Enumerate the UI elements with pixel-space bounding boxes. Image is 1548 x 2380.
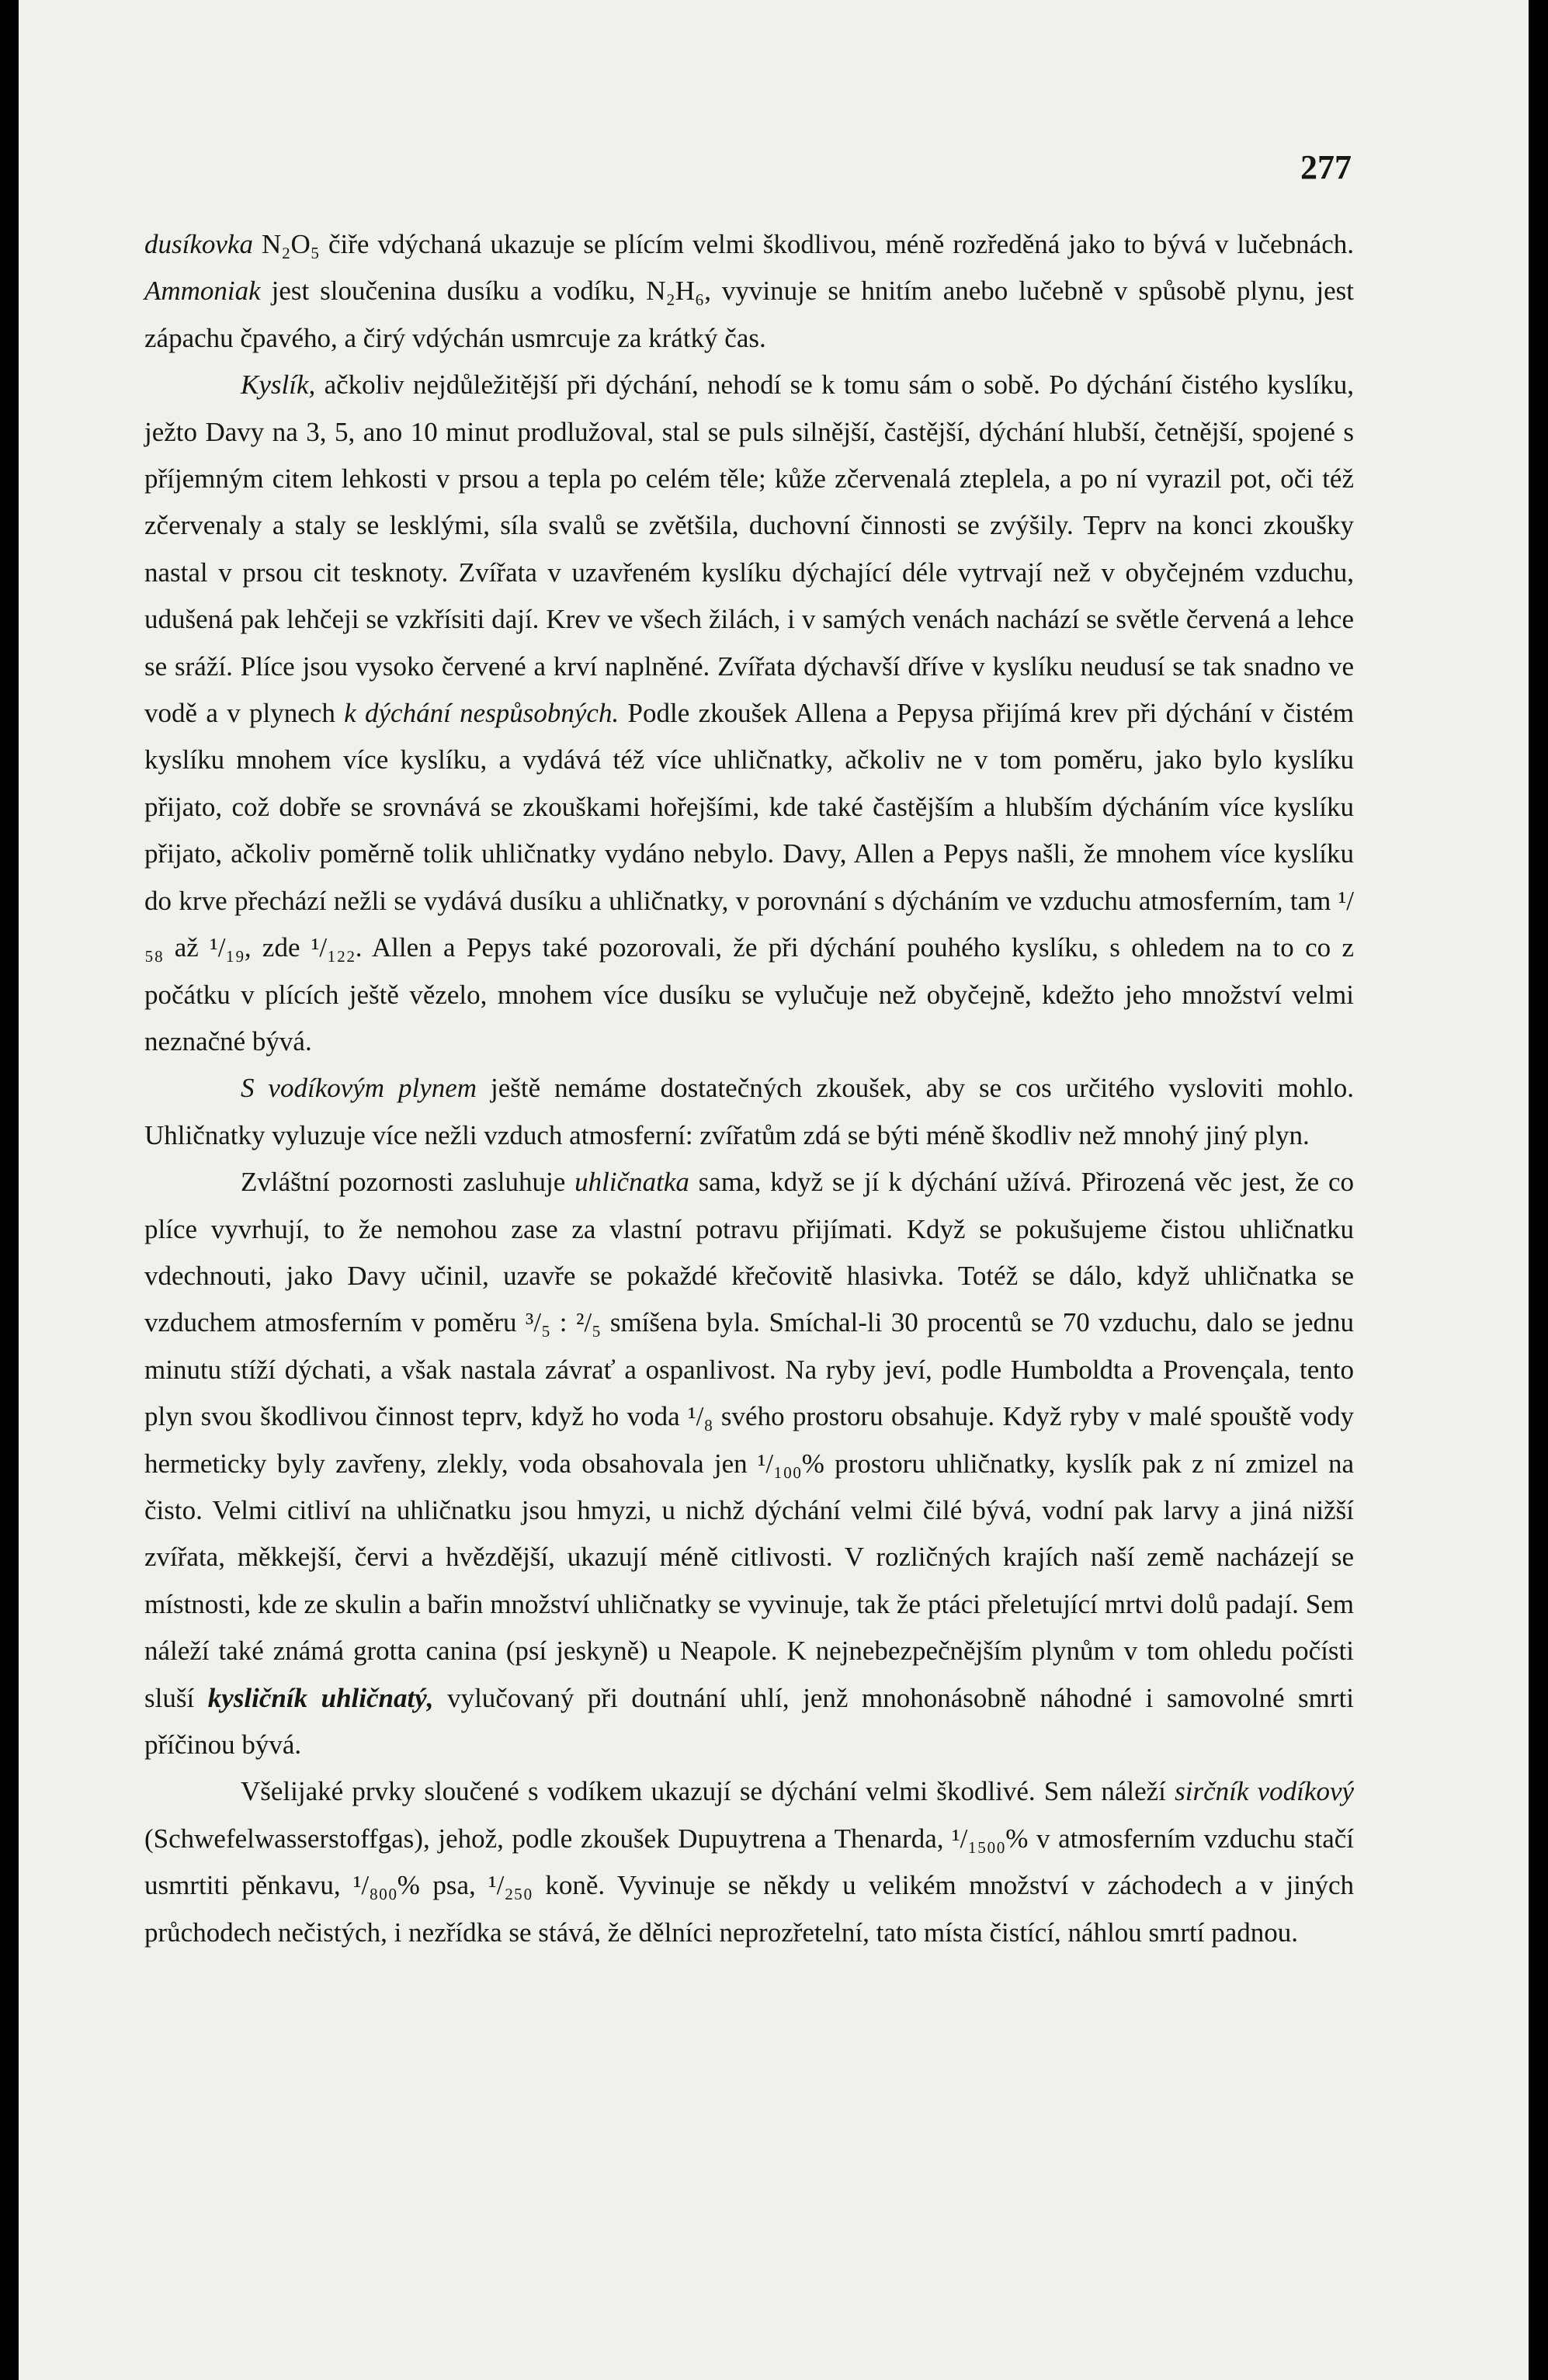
text-run: N₂O₅ čiře vdýchaná ukazuje se plícím velmi škodlivou, méně rozředěná jako to bývá v lučebnách. bbox=[252, 229, 1354, 259]
paragraph-1 bbox=[144, 221, 1354, 362]
italic-term: Ammoniak bbox=[144, 276, 261, 307]
paragraph-4 bbox=[144, 1159, 1354, 1768]
paragraph-5 bbox=[144, 1768, 1354, 1956]
text-run: Podle zkoušek Allena a Pepysa přijímá krev při dýchání v čistém kyslíku mnohem více kyslíku, a vydává též více uhličnatky, ačkoliv ne v tom poměru, jako bylo kyslíku přijato, což dobře se srovnává se zkouškami hořejšími, kde také častějším a hlubším dýcháním více kyslíku přijato, ačkoliv poměrně tolik uhličnatky vydáno nebylo. Davy, Allen a Pepys našli, že mnohem více kyslíku do krve přechází nežli se vydává dusíku a uhličnatky, v porovnání s dýcháním ve vzduchu atmosferním, tam ¹/₅₈ až ¹/₁₉, zde ¹/₁₂₂. Allen a Pepys také pozorovali, že při dýchání pouhého kyslíku, s ohledem na to co z počátku v plících ještě vězelo, mnohem více dusíku se vylučuje než obyčejně, kdežto jeho množství velmi neznačné bývá. bbox=[144, 698, 1354, 1056]
text-run: ještě nemáme dostatečných zkoušek, aby se cos určitého vysloviti mohlo. Uhličnatky vyluzuje více nežli vzduch atmosferní: zvířatům zdá se býti méně škodliv než mnohý jiný plyn. bbox=[144, 1073, 1354, 1150]
text-run: (Schwefelwasserstoffgas), jehož, podle zkoušek Dupuytrena a Thenarda, ¹/₁₅₀₀% v atmosferním vzduchu stačí usmrtiti pěnkavu, ¹/₈₀₀% psa, ¹/₂₅₀ koně. Vyvinuje se někdy u velikém množství v záchodech a v jiných průchodech nečistých, i nezřídka se stává, že dělníci neprozřetelní, tato místa čistící, náhlou smrtí padnou. bbox=[144, 1823, 1354, 1948]
text-run: ačkoliv nejdůležitější při dýchání, nehodí se k tomu sám o sobě. Po dýchání čistého kyslíku, ježto Davy na 3, 5, ano 10 minut prodlužoval, stal se puls silnější, častější, dýchání hlubší, četnější, spojené s příjemným citem lehkosti v prsou a tepla po celém těle; kůže zčervenalá zteplela, a po ní vyrazil pot, oči též zčervenaly a staly se lesklými, síla svalů se zvětšila, duchovní činnosti se zvýšily. Teprv na konci zkoušky nastal v prsou cit tesknoty. Zvířata v uzavřeném kyslíku dýchající déle vytrvají než v obyčejném vzduchu, udušená pak lehčeji se vzkřísiti dají. Krev ve všech žilách, i v samých venách nachází se světle červená a lehce se sráží. Plíce jsou vysoko červené a krví naplněné. Zvířata dýchavší dříve v kyslíku neudusí se tak snadno ve vodě a v plynech bbox=[144, 369, 1354, 729]
body-text bbox=[144, 221, 1354, 1956]
emphasized-term: kysličník uhličnatý, bbox=[207, 1682, 434, 1713]
page-number: 277 bbox=[1300, 148, 1352, 186]
text-run: Zvláštní pozornosti zasluhuje bbox=[241, 1167, 575, 1198]
italic-term: dusíkovka bbox=[144, 229, 253, 259]
text-run: vylučovaný při doutnání uhlí, jenž mnohonásobně náhodné i samovolné smrti příčinou bývá. bbox=[144, 1682, 1354, 1760]
italic-term: sirčník vodíkový bbox=[1175, 1776, 1355, 1807]
paragraph-3 bbox=[144, 1065, 1354, 1159]
italic-term: uhličnatka bbox=[574, 1167, 689, 1198]
italic-term: Kyslík, bbox=[241, 369, 316, 401]
text-run: Všelijaké prvky sloučené s vodíkem ukazují se dýchání velmi škodlivé. Sem náleží bbox=[241, 1776, 1175, 1807]
italic-term: S vodíkovým plynem bbox=[241, 1073, 477, 1104]
text-run: sama, když se jí k dýchání užívá. Přirozená věc jest, že co plíce vyvrhují, to že nemohou zase za vlastní potravu přijímati. Když se pokušujeme čistou uhličnatku vdechnouti, jako Davy učinil, uzavře se pokaždé křečovitě hlasivka. Totéž se dálo, když uhličnatka se vzduchem atmosferním v poměru ³/₅ : ²/₅ smíšena byla. Smíchal-li 30 procentů se 70 vzduchu, dalo se jednu minutu stíží dýchati, a však nastala závrať a ospanlivost. Na ryby jeví, podle Humboldta a Provençala, tento plyn svou škodlivou činnost teprv, když ho voda ¹/₈ svého prostoru obsahuje. Když ryby v malé spouště vody hermeticky byly zavřeny, zlekly, voda obsahovala jen ¹/₁₀₀% prostoru uhličnatky, kyslík pak z ní zmizel na čisto. Velmi citliví na uhličnatku jsou hmyzi, u nichž dýchání velmi čilé bývá, vodní pak larvy a jiná nižší zvířata, měkkejší, červi a hvězdější, ukazují méně citlivosti. V rozličných krajích naší země nacházejí se místnosti, kde ze skulin a bařin množství uhličnatky se vyvinuje, tak že ptáci přeletující mrtvi dolů padají. Sem náleží také známá grotta canina (psí jeskyně) u Neapole. K nejnebezpečnějším plynům v tom ohledu počísti sluší bbox=[144, 1167, 1354, 1713]
book-page bbox=[19, 0, 1529, 2380]
italic-term: k dýchání nespůsobných. bbox=[344, 698, 620, 729]
text-run: jest sloučenina dusíku a vodíku, N₂H₆, vyvinuje se hnitím anebo lučebně v spůsobě plynu, jest zápachu čpavého, a čirý vdýchán usmrcuje za krátký čas. bbox=[144, 276, 1354, 353]
paragraph-2 bbox=[144, 362, 1354, 1065]
